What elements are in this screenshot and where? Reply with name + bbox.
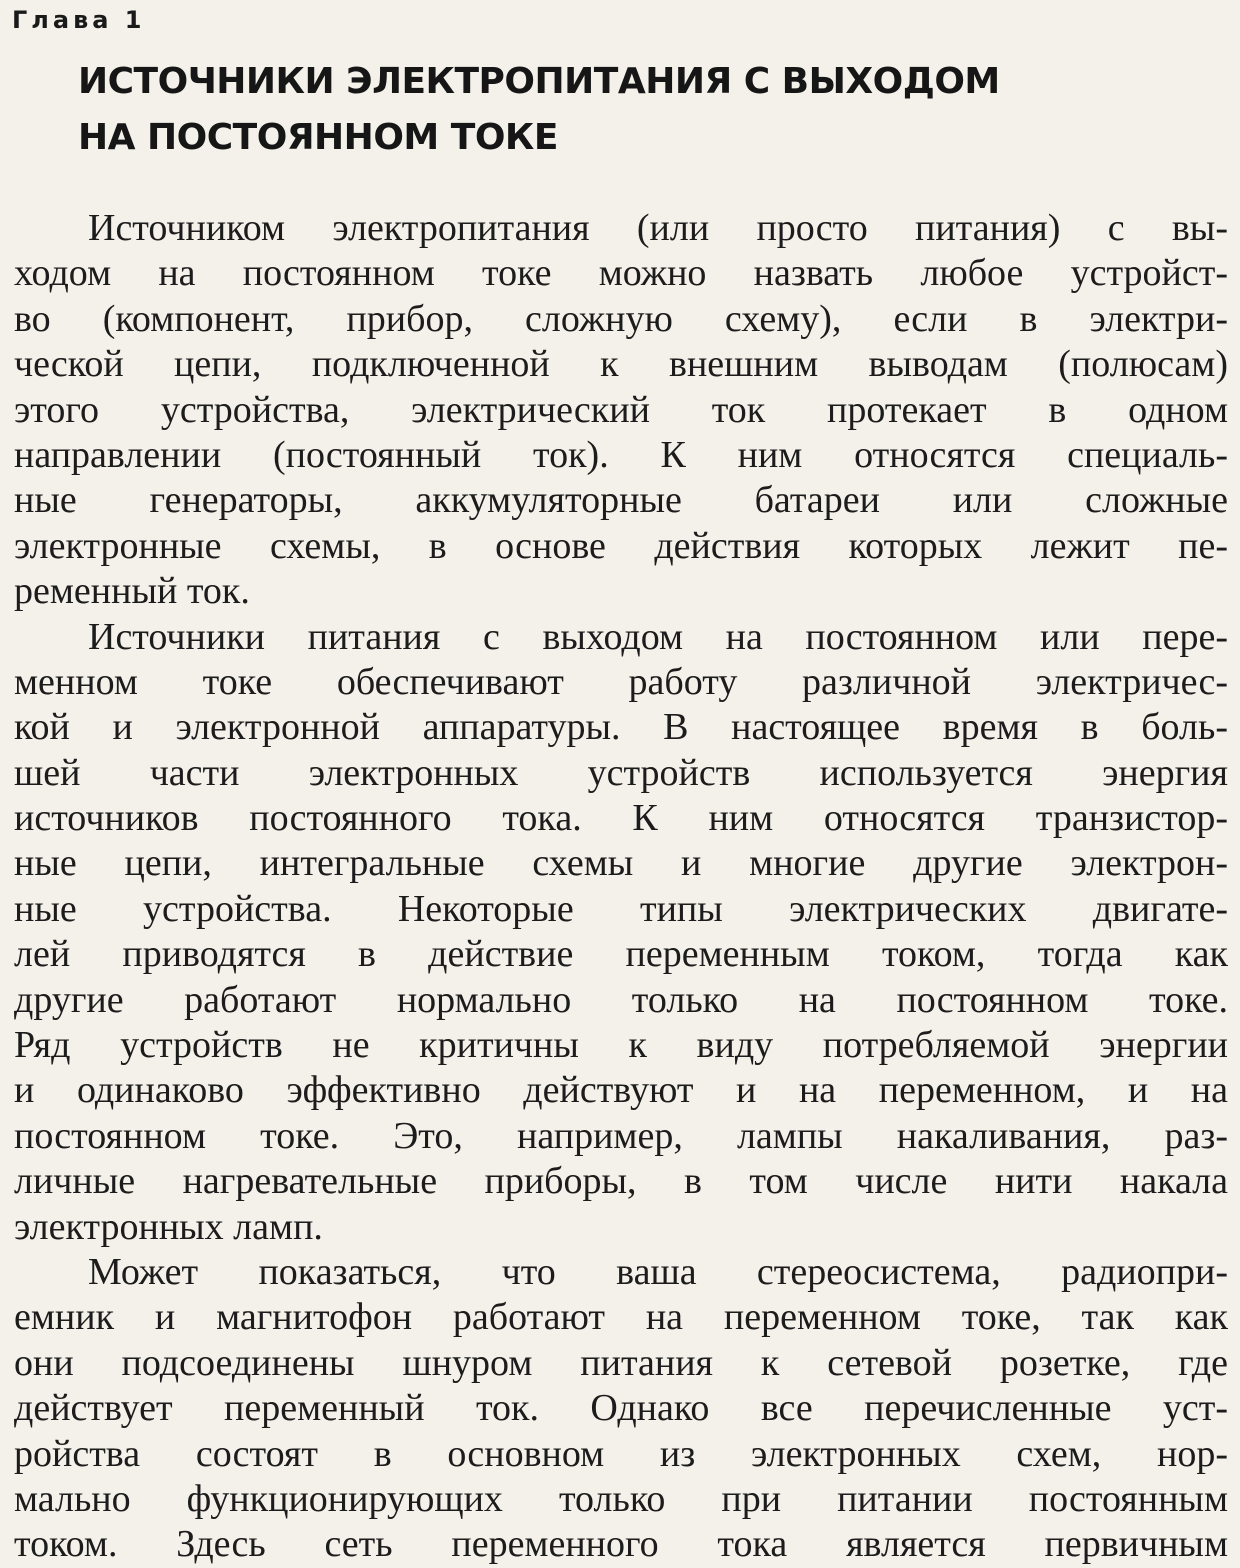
text-line: Источником электропитания (или просто питания) с вы-	[88, 207, 1228, 249]
body-text	[14, 206, 1228, 1568]
text-line: они подсоединены шнуром питания к сетевой розетке, где	[14, 1341, 1228, 1384]
text-line: ческой цепи, подключенной к внешним выводам (полюсам)	[14, 343, 1228, 386]
text-line: постоянном токе. Это, например, лампы накаливания, раз-	[14, 1114, 1228, 1157]
text-line: кой и электронной аппаратуры. В настоящее время в боль-	[14, 706, 1228, 749]
text-line: менном токе обеспечивают работу различной электричес-	[14, 660, 1228, 703]
text-line: лей приводятся в действие переменным током, тогда как	[14, 933, 1228, 976]
text-line: этого устройства, электрический ток протекает в одном	[14, 388, 1228, 431]
text-line: направлении (постоянный ток). К ним относятся специаль-	[14, 433, 1228, 476]
text-line: током. Здесь сеть переменного тока является первичным	[14, 1523, 1228, 1566]
text-line: ременный ток.	[14, 570, 250, 613]
paragraph-1	[14, 206, 1228, 615]
text-line: источников постоянного тока. К ним относятся транзистор-	[14, 797, 1228, 840]
text-line: и одинаково эффективно действуют и на переменном, и на	[14, 1069, 1228, 1112]
chapter-title-line: НА ПОСТОЯННОМ ТОКЕ	[78, 117, 558, 158]
paragraph-2	[14, 615, 1228, 1250]
text-line: шей части электронных устройств используется энергия	[14, 751, 1228, 794]
text-line: ходом на постоянном токе можно назвать любое устройст-	[14, 252, 1228, 295]
text-line: ройства состоят в основном из электронных схем, нор-	[14, 1432, 1228, 1475]
text-line: Источники питания с выходом на постоянном или пере-	[88, 615, 1228, 658]
text-line: личные нагревательные приборы, в том числе нити накала	[14, 1160, 1228, 1203]
paragraph-3	[14, 1250, 1228, 1568]
text-line: электронных ламп.	[14, 1205, 323, 1248]
text-line: действует переменный ток. Однако все перечисленные уст-	[14, 1387, 1228, 1430]
chapter-title	[78, 54, 1078, 166]
text-line: мально функционирующих только при питании постоянным	[14, 1477, 1228, 1520]
text-line: другие работают нормально только на постоянном токе.	[14, 978, 1228, 1021]
text-line: емник и магнитофон работают на переменном токе, так как	[14, 1296, 1228, 1339]
text-line: электронные схемы, в основе действия которых лежит пе-	[14, 524, 1228, 567]
text-line: Ряд устройств не критичны к виду потребляемой энергии	[14, 1024, 1228, 1067]
text-line: ные генераторы, аккумуляторные батареи или сложные	[14, 479, 1228, 522]
text-line: ные устройства. Некоторые типы электрических двигате-	[14, 887, 1228, 930]
text-line: во (компонент, прибор, сложную схему), если в электри-	[14, 297, 1228, 340]
text-line: Может показаться, что ваша стереосистема, радиопри-	[88, 1250, 1228, 1293]
chapter-label: Глава 1	[12, 6, 146, 34]
text-line: ные цепи, интегральные схемы и многие другие электрон-	[14, 842, 1228, 885]
chapter-title-line: ИСТОЧНИКИ ЭЛЕКТРОПИТАНИЯ С ВЫХОДОМ	[78, 61, 1000, 102]
